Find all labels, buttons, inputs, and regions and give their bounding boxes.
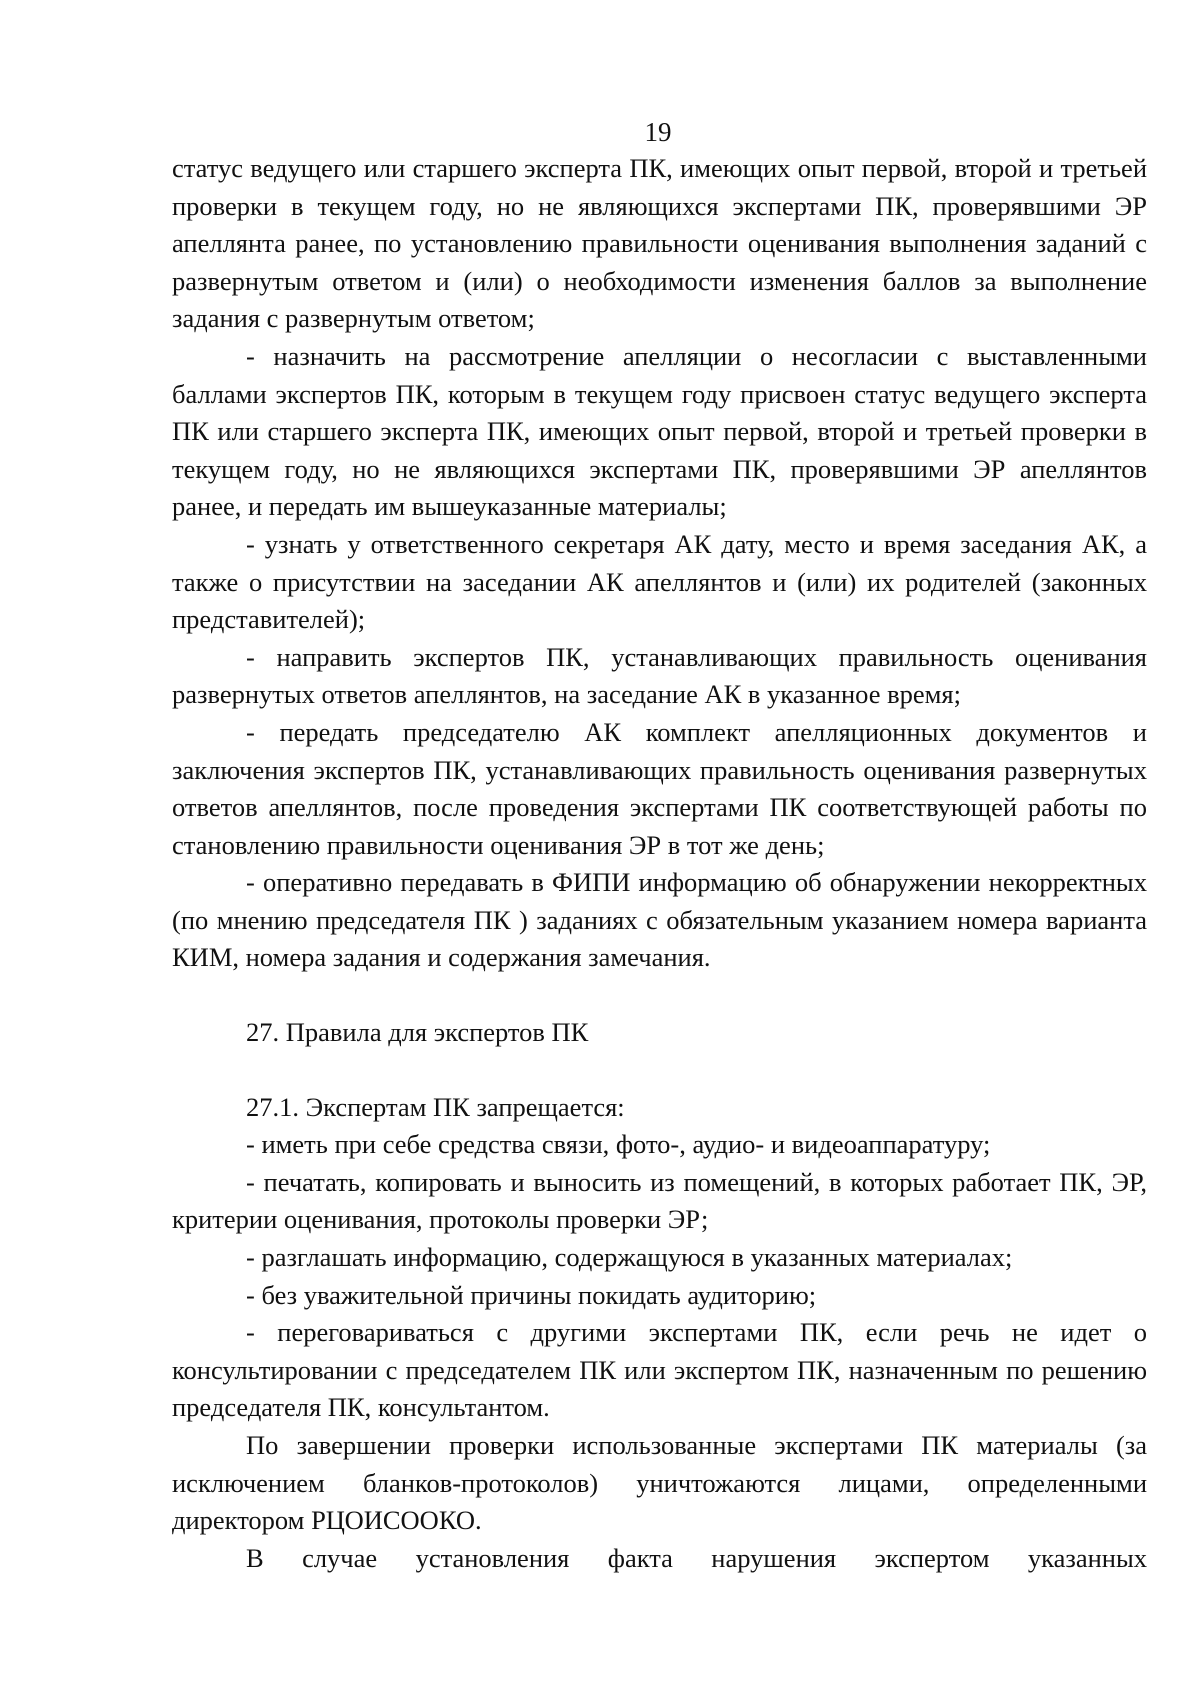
list-item-no-leaving: - без уважительной причины покидать аудиторию; — [246, 1279, 817, 1310]
paragraph-materials-destroyed: По завершении проверки использованные экспертами ПК материалы (за исключением бланков-протоколов) уничтожаются лицами, определенными директором РЦОИСООКО. — [172, 1430, 1147, 1536]
page-number: 19 — [644, 117, 672, 147]
list-item-no-devices: - иметь при себе средства связи, фото-, аудио- и видеоаппаратуру; — [246, 1129, 991, 1160]
spacer — [172, 1052, 1147, 1089]
list-item-no-talking: - переговариваться с другими экспертами ПК, если речь не идет о консультировании с председателем ПК или экспертом ПК, назначенным по решению председателя ПК, консультантом. — [172, 1317, 1147, 1423]
subsection-heading-27-1: 27.1. Экспертам ПК запрещается: — [246, 1091, 625, 1122]
list-item-send-experts: - направить экспертов ПК, устанавливающих правильность оценивания развернутых ответов апеллянтов, на заседание АК в указанное время; — [172, 641, 1147, 710]
list-item-pass-documents: - передать председателю АК комплект апелляционных документов и заключения экспертов ПК, устанавливающих правильность оценивания развернутых ответов апеллянтов, после проведения экспертами ПК соответствующей работы по становлению правильности оценивания ЭР в тот же день; — [172, 716, 1147, 860]
spacer — [172, 977, 1147, 1014]
list-item-no-disclosure: - разглашать информацию, содержащуюся в указанных материалах; — [246, 1242, 1013, 1273]
paragraph-violation: В случае установления факта нарушения экспертом указанных — [246, 1542, 1147, 1573]
list-item-no-copying: - печатать, копировать и выносить из помещений, в которых работает ПК, ЭР, критерии оценивания, протоколы проверки ЭР; — [172, 1166, 1147, 1235]
paragraph-continuation: статус ведущего или старшего эксперта ПК, имеющих опыт первой, второй и третьей проверки в текущем году, но не являющихся экспертами ПК, проверявшими ЭР апеллянта ранее, по установлению правильности оценивания выполнения заданий с развернутым ответом и (или) о необходимости изменения баллов за выполнение задания с развернутым ответом; — [172, 153, 1147, 334]
list-item-assign-experts: - назначить на рассмотрение апелляции о несогласии с выставленными баллами экспертов ПК, которым в текущем году присвоен статус ведущего эксперта ПК или старшего эксперта ПК, имеющих опыт первой, второй и третьей проверки в текущем году, но не являющихся экспертами ПК, проверявшими ЭР апеллянтов ранее, и передать им вышеуказанные материалы; — [172, 340, 1147, 522]
list-item-report-fipi: - оперативно передавать в ФИПИ информацию об обнаружении некорректных (по мнению председателя ПК ) заданиях с обязательным указанием номера варианта КИМ, номера задания и содержания замечания. — [172, 867, 1147, 973]
section-heading-27: 27. Правила для экспертов ПК — [246, 1017, 589, 1048]
list-item-find-out-meeting: - узнать у ответственного секретаря АК дату, место и время заседания АК, а также о присутствии на заседании АК апеллянтов и (или) их родителей (законных представителей); — [172, 528, 1147, 635]
document-body — [172, 150, 1147, 1577]
